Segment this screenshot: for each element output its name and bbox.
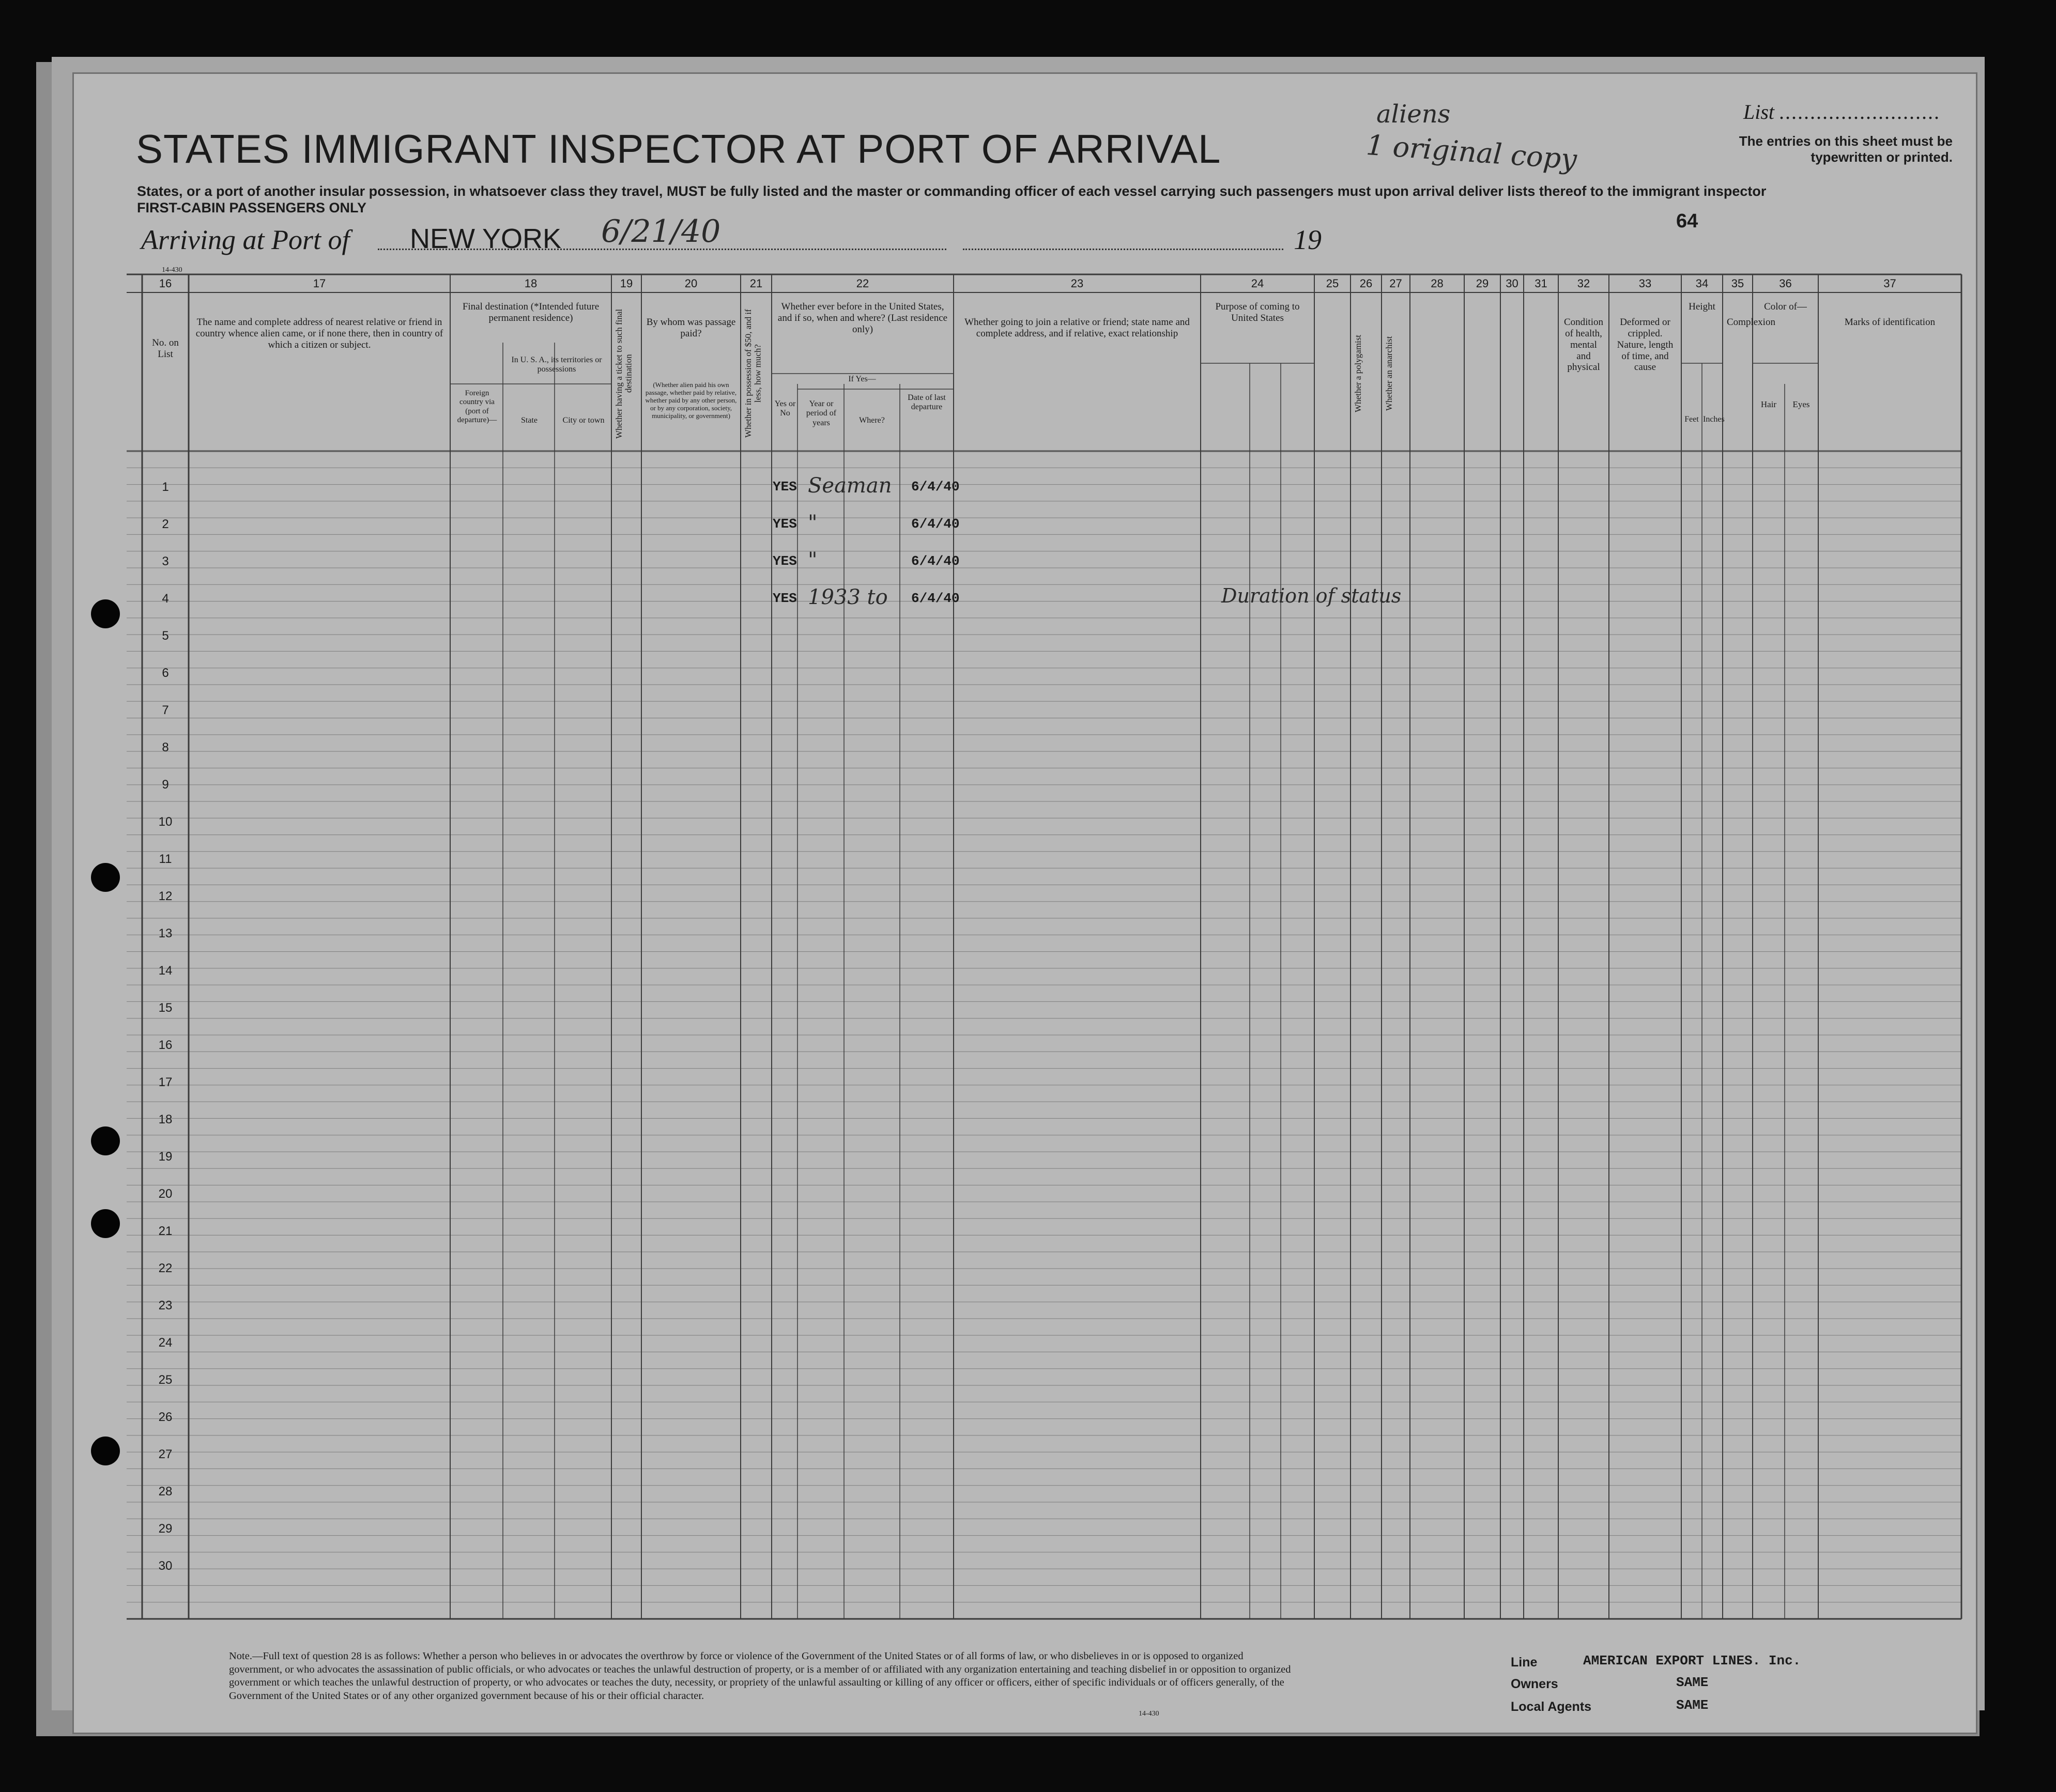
row-number: 21 xyxy=(158,1224,173,1238)
column-number-25: 25 xyxy=(1326,277,1339,290)
row-number: 26 xyxy=(158,1410,173,1424)
subheader-in-usa: In U. S. A., its territories or possessions xyxy=(511,356,602,374)
owners-label: Owners xyxy=(1511,1677,1558,1691)
column-number-28: 28 xyxy=(1431,277,1444,290)
subheader-inches: Inches xyxy=(1703,415,1725,424)
row-number: 11 xyxy=(159,852,172,866)
subheader-year: Year or period of years xyxy=(806,399,837,427)
row-number: 10 xyxy=(158,815,173,829)
footnote-question-28: Note.—Full text of question 28 is as follows: Whether a person who believes in or advocates the overthrow by force or violence of the Government of the United States or of all forms of law, or who disbelieves in or is opposed to organized government, or who advocates the assassination of public officials, or who advocates or teaches the unlawful destruction of property, or is a member of or affiliated with any organization entertaining and teaching disbelief in or opposition to organized government or which teaches the unlawful destruction of property, or who advocates or teaches the duty, necessity, or propriety of the unlawful assaulting or killing of any officer or officers, either of specific individuals or of officers generally, of the Government of the United States or of any other organized government because of his or their official character. xyxy=(229,1650,1291,1702)
agents-value: SAME xyxy=(1676,1697,1709,1713)
row-number: 22 xyxy=(158,1261,173,1275)
column-header-35: Complexion xyxy=(1727,317,1775,328)
column-header-17: The name and complete address of nearest relative or friend in country whence alien came, or if none there, then in country of which a citizen or subject. xyxy=(195,317,443,350)
subheader-if-yes: If Yes— xyxy=(848,375,876,383)
ever-in-us-where: " xyxy=(808,548,818,572)
column-number-26: 26 xyxy=(1359,277,1373,290)
ever-in-us-answer: YES xyxy=(773,553,797,569)
column-header-37: Marks of identification xyxy=(1844,317,1936,328)
row-number: 6 xyxy=(162,666,169,680)
row-number: 27 xyxy=(158,1447,173,1461)
column-header-23: Whether going to join a relative or friend; state name and complete address, and if relative, exact relationship xyxy=(964,317,1190,339)
column-header-22: Whether ever before in the United States, and if so, when and where? (Last residence only) xyxy=(777,301,948,335)
column-header-21: Whether in possession of $50, and if less, how much? xyxy=(743,309,763,438)
port-name: NEW YORK xyxy=(410,223,562,254)
column-header-32: Condition of health, mental and physical xyxy=(1563,317,1603,373)
column-number-33: 33 xyxy=(1638,277,1652,290)
column-number-35: 35 xyxy=(1731,277,1744,290)
column-number-37: 37 xyxy=(1883,277,1896,290)
column-number-22: 22 xyxy=(856,277,869,290)
subheader-foreign-country: Foreign country via (port of departure)— xyxy=(457,389,497,424)
form-number: 14-430 xyxy=(162,266,182,274)
subheader-city: City or town xyxy=(562,416,605,425)
form-title: STATES IMMIGRANT INSPECTOR AT PORT OF ARRIVAL xyxy=(136,126,1221,172)
row-number: 5 xyxy=(162,629,169,643)
column-header-26: Whether a polygamist xyxy=(1353,334,1363,413)
column-number-34: 34 xyxy=(1695,277,1709,290)
line-value: AMERICAN EXPORT LINES. Inc. xyxy=(1583,1653,1801,1669)
column-header-27: Whether an anarchist xyxy=(1384,336,1394,411)
column-number-23: 23 xyxy=(1070,277,1084,290)
year-prefix: 19 xyxy=(1294,224,1322,255)
column-number-17: 17 xyxy=(313,277,326,290)
form-subtitle: States, or a port of another insular possession, in whatsoever class they travel, MUST be fully listed and the master or commanding officer of each vessel carrying such passengers must upon arrival deliver lists thereof to the immigrant inspector xyxy=(137,183,1767,199)
date-of-last-departure: 6/4/40 xyxy=(911,516,960,532)
row-number: 3 xyxy=(162,554,169,568)
column-number-27: 27 xyxy=(1389,277,1402,290)
row-number: 12 xyxy=(158,889,173,903)
typed-instruction: The entries on this sheet must be typewritten or printed. xyxy=(1739,133,1953,165)
row-number: 7 xyxy=(162,703,169,717)
row-number: 15 xyxy=(158,1001,173,1015)
subheader-where: Where? xyxy=(859,416,885,425)
row-number: 2 xyxy=(162,517,169,531)
row-number: 30 xyxy=(158,1559,173,1573)
handwritten-purpose: Duration of status xyxy=(1221,584,1402,607)
binder-hole xyxy=(91,1126,120,1155)
list-label: List .......................... xyxy=(1743,100,1941,123)
binder-hole xyxy=(91,863,120,892)
ever-in-us-where: Seaman xyxy=(808,474,892,498)
column-number-24: 24 xyxy=(1251,277,1264,290)
subheader-hair: Hair xyxy=(1760,399,1777,409)
ever-in-us-answer: YES xyxy=(773,591,797,606)
column-number-29: 29 xyxy=(1476,277,1489,290)
column-number-36: 36 xyxy=(1779,277,1792,290)
subheader-passage-note: (Whether alien paid his own passage, whether paid by relative, whether paid by any other person, or by any corporation, society, municipality, or government) xyxy=(645,381,737,420)
column-number-19: 19 xyxy=(620,277,633,290)
date-of-last-departure: 6/4/40 xyxy=(911,591,960,606)
row-number: 24 xyxy=(158,1336,173,1350)
ever-in-us-where: " xyxy=(808,511,818,535)
column-header-24: Purpose of coming to United States xyxy=(1215,301,1300,323)
row-number: 23 xyxy=(158,1299,173,1312)
row-number: 17 xyxy=(158,1075,173,1089)
line-label: Line xyxy=(1511,1655,1538,1670)
handwritten-note: aliens xyxy=(1376,100,1451,129)
ever-in-us-answer: YES xyxy=(773,479,797,495)
row-number: 13 xyxy=(158,926,173,940)
form-subtitle-2: FIRST-CABIN PASSENGERS ONLY xyxy=(137,200,367,215)
binder-hole xyxy=(91,599,120,628)
row-number: 9 xyxy=(162,778,169,792)
column-number-20: 20 xyxy=(684,277,698,290)
column-number-31: 31 xyxy=(1535,277,1547,290)
row-number: 4 xyxy=(162,592,169,606)
owners-value: SAME xyxy=(1676,1675,1709,1690)
subheader-date-dep: Date of last departure xyxy=(908,393,946,412)
handwritten-date: 6/21/40 xyxy=(601,213,721,250)
subheader-yes-no: Yes or No xyxy=(774,399,796,418)
column-header-19: Whether having a ticket to such final destination xyxy=(614,308,634,439)
column-header-34: Height xyxy=(1689,301,1715,312)
column-number-18: 18 xyxy=(524,277,538,290)
footer-form-number: 14-430 xyxy=(1139,1710,1159,1718)
handwritten-note: 1 original copy xyxy=(1365,128,1578,176)
row-number: 16 xyxy=(158,1038,173,1052)
arriving-label: Arriving at Port of xyxy=(141,224,350,255)
row-number: 19 xyxy=(158,1150,173,1164)
binder-hole xyxy=(91,1209,120,1238)
column-header-36: Color of— xyxy=(1764,301,1807,312)
row-number: 29 xyxy=(158,1522,173,1536)
row-number: 20 xyxy=(158,1187,173,1201)
column-number-32: 32 xyxy=(1577,277,1590,290)
manifest-sheet xyxy=(72,72,1977,1734)
column-number-16: 16 xyxy=(159,277,172,290)
binder-hole xyxy=(91,1436,120,1465)
column-header-33: Deformed or crippled. Nature, length of time, and cause xyxy=(1617,317,1674,373)
ever-in-us-answer: YES xyxy=(773,516,797,532)
column-number-21: 21 xyxy=(749,277,763,290)
row-number: 25 xyxy=(158,1373,173,1387)
row-number: 28 xyxy=(158,1485,173,1499)
row-number: 8 xyxy=(162,740,169,754)
subheader-feet: Feet xyxy=(1684,415,1699,424)
date-of-last-departure: 6/4/40 xyxy=(911,553,960,569)
row-number: 18 xyxy=(158,1113,173,1126)
row-number: 14 xyxy=(158,964,173,978)
column-header-18: Final destination (*Intended future permanent residence) xyxy=(462,301,600,323)
agents-label: Local Agents xyxy=(1511,1700,1592,1714)
list-number: 64 xyxy=(1676,210,1698,232)
subheader-eyes: Eyes xyxy=(1792,399,1810,409)
date-of-last-departure: 6/4/40 xyxy=(911,479,960,495)
ever-in-us-where: 1933 to xyxy=(808,585,888,609)
subheader-state: State xyxy=(521,416,538,425)
column-header-16: No. on List xyxy=(152,337,179,360)
row-number: 1 xyxy=(162,480,169,494)
column-number-30: 30 xyxy=(1506,277,1518,290)
column-header-20: By whom was passage paid? xyxy=(646,317,736,339)
